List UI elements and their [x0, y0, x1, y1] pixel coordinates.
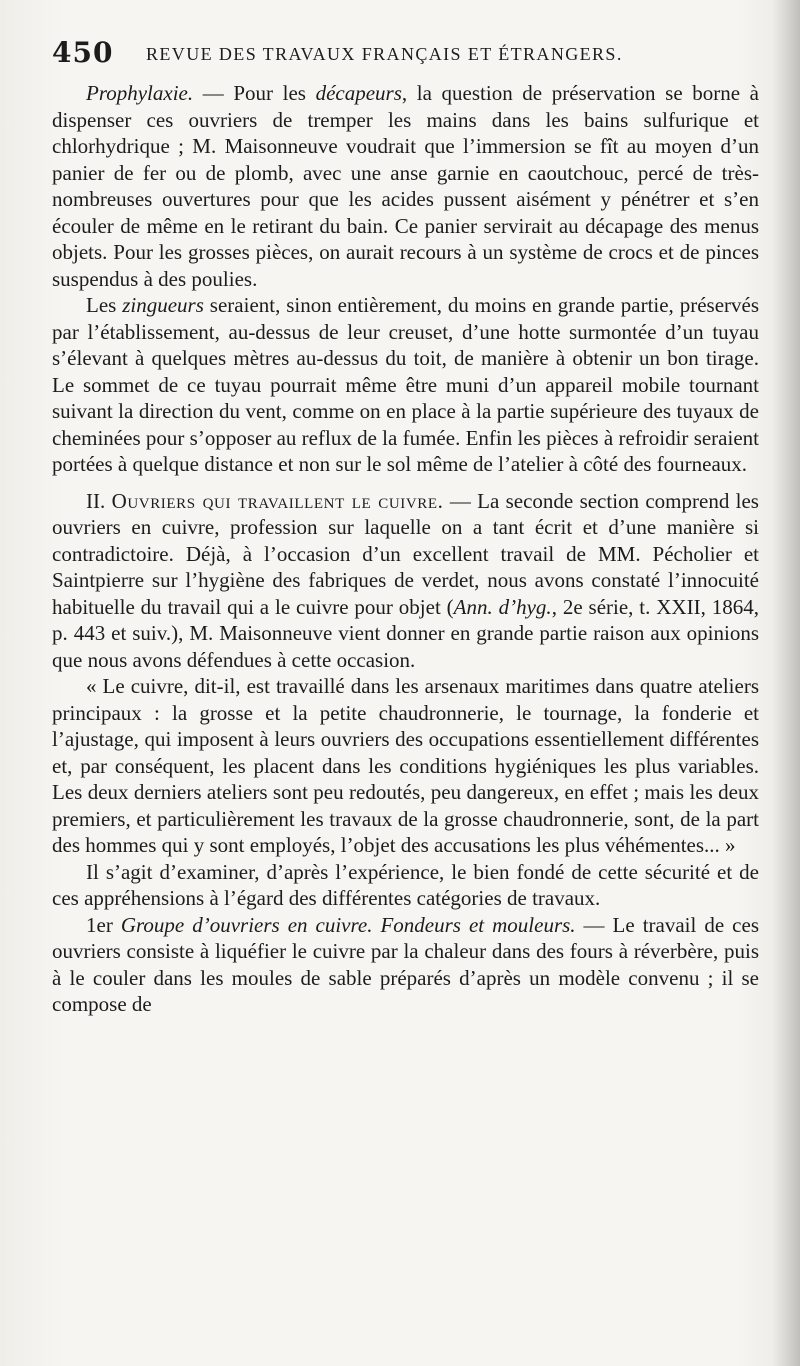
paragraph-groupe-1 — [52, 912, 759, 1018]
paragraph-text: Les — [86, 293, 123, 317]
paragraph-text: seraient, sinon entièrement, du moins en grande partie, préservés par l’établissement, au-dessus de leur creuset, d’une hotte surmontée d’un tuyau s’élevant à quelques mètres au-dessus du toit, de manière à obtenir un bon tirage. Le sommet de ce tuyau pourrait même être muni d’un appareil mobile tournant suivant la direction du vent, comme on en place à la partie supérieure des tuyaux de cheminées pour s’opposer au reflux de la fumée. Enfin les pièces à refroidir seraient portées à quelque distance et non sur le sol même de l’atelier à côté des fourneaux. — [52, 293, 759, 476]
section-number: II. — [86, 488, 112, 513]
section-heading: Ouvriers qui travaillent le cuivre. — [111, 488, 444, 513]
paragraph-text: — Le travail de ces ouvriers consiste à liquéfier le cuivre par la chaleur dans des fours à réverbère, puis à le couler dans les moules de sable préparés d’après un modèle convenu ; il se compose de — [52, 912, 759, 1016]
paragraph-examiner: Il s’agit d’examiner, d’après l’expérience, le bien fondé de cette sécurité et de ces appréhensions à l’égard des différentes catégories de travaux. — [52, 859, 759, 910]
page-gutter-shadow — [772, 0, 800, 1366]
page-number: 450 — [52, 36, 114, 69]
paragraph-quote: « Le cuivre, dit-il, est travaillé dans les arsenaux maritimes dans quatre ateliers principaux : la grosse et la petite chaudronnerie, le tournage, la fonderie et l’ajustage, qui imposent à leurs ouvriers des occupations essentiellement différentes et, par conséquent, les placent dans les conditions hygiéniques les plus variables. Les deux derniers ateliers sont peu redoutés, peu dangereux, en effet ; mais les deux premiers, et particulièrement les travaux de la grosse chaudronnerie, sont, de la part des hommes qui y sont employés, l’objet des accusations les plus véhémentes... » — [52, 674, 759, 857]
term: zingueurs — [122, 293, 204, 317]
group-heading: Groupe d’ouvriers en cuivre. Fondeurs et mouleurs. — [120, 912, 576, 937]
running-title: REVUE DES TRAVAUX FRANÇAIS ET ÉTRANGERS. — [146, 44, 623, 64]
group-number: 1er — [86, 912, 121, 937]
citation-journal: Ann. d’hyg. — [453, 594, 552, 619]
paragraph-zingueurs — [52, 292, 759, 478]
section-label: Prophylaxie. — [86, 81, 194, 105]
paragraph-text: — La seconde section comprend les ouvriers en cuivre, profession sur laquelle on a tant écrit et d’une manière si contradictoire. Déjà, à l’occasion d’un excellent travail de MM. Pécholier et Saintpierre sur l’hygiène des fabriques de verdet, nous avons constaté l’innocuité habituelle du travail qui a le cuivre pour objet ( — [52, 488, 759, 619]
page-header — [52, 36, 752, 76]
paragraph-prophylaxie — [52, 80, 759, 292]
body-text — [52, 80, 759, 1018]
term: décapeurs — [315, 81, 402, 105]
paragraph-text: , 2e série, t. XXII, 1864, p. 443 et suiv.), M. Maisonneuve vient donner en grande partie raison aux opinions que nous avons défendues à cette occasion. — [52, 594, 759, 672]
paragraph-text: — Pour les — [193, 81, 316, 105]
paragraph-text: , la question de préservation se borne à dispenser ces ouvriers de tremper les mains dans les bains sulfurique et chlorhydrique ; M. Maisonneuve voudrait que l’immersion se fît au moyen d’un panier de fer ou de plomb, avec une anse garnie en caoutchouc, percé de très-nombreuses ouvertures pour que les acides pussent aisément y pénétrer et s’en écouler de même en le retirant du bain. Ce panier servirait au décapage des menus objets. Pour les grosses pièces, on aurait recours à un système de crocs et de pinces suspendus à des poulies. — [52, 81, 760, 291]
paragraph-section-ii — [52, 488, 759, 674]
